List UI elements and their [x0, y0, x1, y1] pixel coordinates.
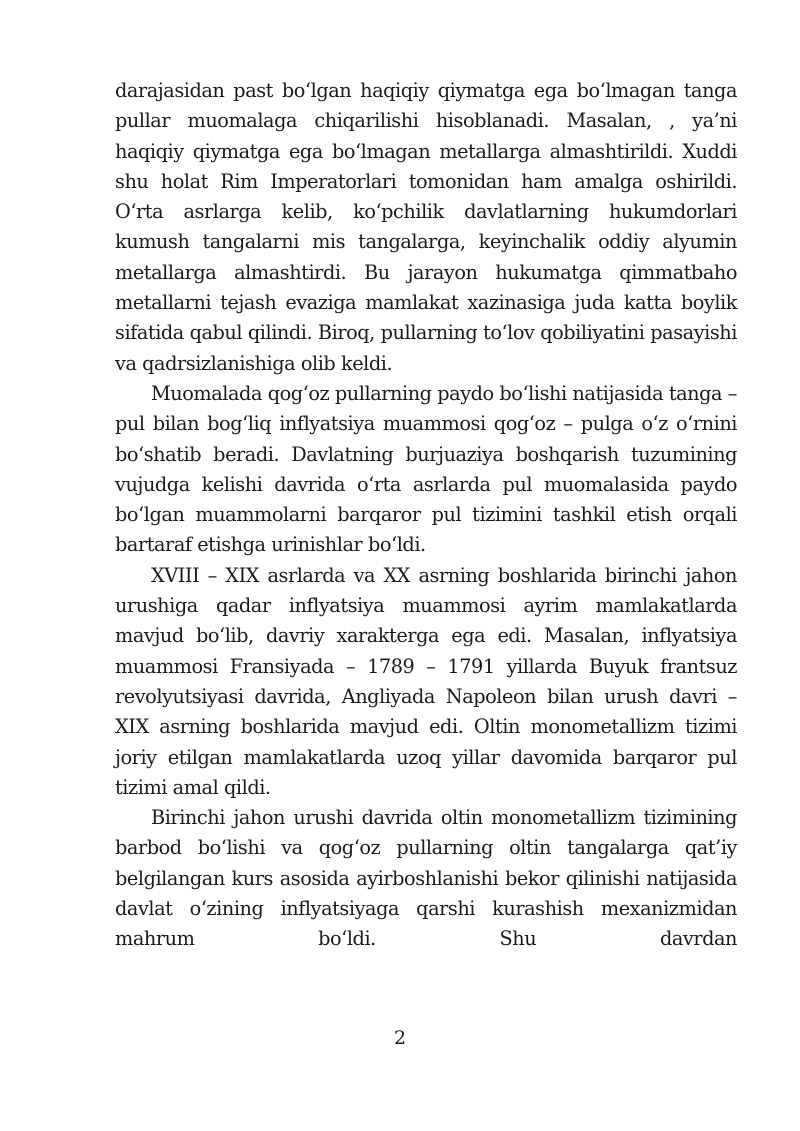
paragraph-2: Muomalada qog‘oz pullarning paydo bo‘lishi natijasida tanga – pul bilan bog‘liq inflyatsiya muammosi qog‘oz – pulga o‘z o‘rnini bo‘shatib beradi. Davlatning burjuaziya boshqarish tuzumining vujudga kelishi davrida o‘rta asrlarda pul muomalasida paydo bo‘lgan muammolarni barqaror pul tizimini tashkil etish orqali bartaraf etishga urinishlar bo‘ldi. [115, 381, 737, 557]
paragraph-4: Birinchi jahon urushi davrida oltin monometallizm tizimining barbod bo‘lishi va qog‘oz pullarning oltin tangalarga qat’iy belgilangan kurs asosida ayirboshlanishi bekor qilinishi natijasida davlat o‘zining inflyatsiyaga qarshi kurashish mexanizmidan mahrum bo‘ldi. Shu davrdan [115, 806, 737, 951]
paragraph-3: XVIII – XIX asrlarda va XX asrning boshlarida birinchi jahon urushiga qadar inflyatsiya muammosi ayrim mamlakatlarda mavjud bo‘lib, davriy xarakterga ega edi. Masalan, inflyatsiya muammosi Fransiyada – 1789 – 1791 yillarda Buyuk frantsuz revolyutsiyasi davrida, Angliyada Napoleon bilan urush davri – XIX asrning boshlarida mavjud edi. Oltin monometallizm tizimi joriy etilgan mamlakatlarda uzoq yillar davomida barqaror pul tizimi amal qildi. [115, 563, 737, 799]
page-number: 2 [393, 1027, 407, 1049]
page-body [115, 76, 737, 955]
paragraph-1: darajasidan past bo‘lgan haqiqiy qiymatga ega bo‘lmagan tanga pullar muomalaga chiqarilishi hisoblanadi. Masalan, , ya’ni haqiqiy qiymatga ega bo‘lmagan metallarga almashtirildi. Xuddi shu holat Rim Imperatorlari tomonidan ham amalga oshirildi. O‘rta asrlarga kelib, ko‘pchilik davlatlarning hukumdorlari kumush tangalarni mis tangalarga, keyinchalik oddiy alyumin metallarga almashtirdi. Bu jarayon hukumatga qimmatbaho metallarni tejash evaziga mamlakat xazinasiga juda katta boylik sifatida qabul qilindi. Biroq, pullarning to‘lov qobiliyatini pasayishi va qadrsizlanishiga olib keldi. [115, 79, 737, 375]
